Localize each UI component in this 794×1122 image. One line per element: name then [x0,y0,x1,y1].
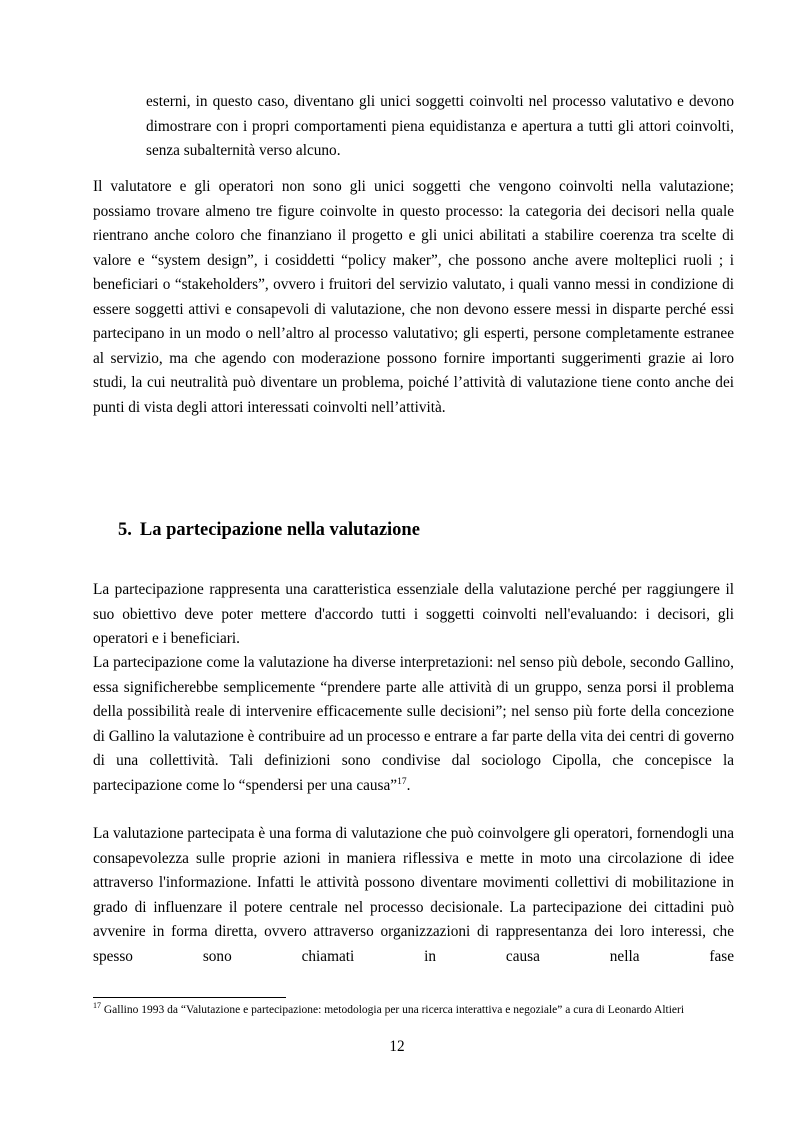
footnote [93,1003,693,1018]
continuation-paragraph: esterni, in questo caso, diventano gli unici soggetti coinvolti nel processo valutativo e devono dimostrare con i propri comportamenti piena equidistanza e apertura a tutti gli attori coinvolti, senza subalternità verso alcuno. [146,93,734,159]
footnote-text: Gallino 1993 da “Valutazione e partecipazione: metodologia per una ricerca interattiva e negoziale” a cura di Leonardo Altieri [103,1004,685,1016]
footnote-separator [93,997,286,998]
footnote-reference-suffix: . [406,776,411,794]
paragraph-participated-evaluation: La valutazione partecipata è una forma di valutazione che può coinvolgere gli operatori, fornendogli una consapevolezza sulle proprie azioni in maniera riflessiva e mette in moto una circolazione di idee attraverso l'informazione. Infatti le attività possono diventare movimenti collettivi di mobilitazione in grado di influenzare il potere centrale nel processo decisionale. La partecipazione dei cittadini può avvenire in forma diretta, ovvero attraverso organizzazioni di rappresentanza dei loro interessi, che spesso sono chiamati in causa nella fase [93,825,734,965]
section-title: La partecipazione nella valutazione [139,520,420,540]
section-heading [118,517,420,543]
paragraph-evaluation-actors: Il valutatore e gli operatori non sono gli unici soggetti che vengono coinvolti nella valutazione; possiamo trovare almeno tre figure coinvolte in questo processo: la categoria dei decisori nella quale rientrano anche coloro che finanziano il progetto e gli unici abilitati a stabilire coerenza tra scelte di valore e “system design”, i cosiddetti “policy maker”, che possono anche avere molteplici ruoli ; i beneficiari o “stakeholders”, ovvero i fruitori del servizio valutato, i quali vanno messi in condizione di essere soggetti attivi e consapevoli di valutazione, che non devono essere messi in disparte perché essi partecipano in un modo o nell’altro al processo valutativo; gli esperti, persone completamente estranee al servizio, ma che agendo con moderazione possono fornire importanti suggerimenti grazie ai loro studi, la cui neutralità può diventare un problema, poiché l’attività di valutazione tiene conto anche dei punti di vista degli attori interessati coinvolti nell’attività. [93,178,734,416]
gallino-text: La partecipazione come la valutazione ha diverse interpretazioni: nel senso più debole, secondo Gallino, essa significherebbe semplicemente “prendere parte alle attività di un gruppo, senza porsi il problema della possibilità reale di intervenire efficacemente sulle decisioni”; nel senso più forte della concezione di Gallino la valutazione è contribuire ad un processo e entrare a far parte della vita dei centri di governo di una collettività. Tali definizioni sono condivise dal sociologo Cipolla, che concepisce la partecipazione come lo “spendersi per una causa” [93,654,734,794]
paragraph-gallino-definitions [93,651,734,798]
section-number: 5. [118,520,132,540]
footnote-reference: 17 [397,776,407,787]
footnote-number: 17 [93,1001,101,1011]
page-number: 12 [389,1038,405,1055]
paragraph-participation-intro: La partecipazione rappresenta una caratteristica essenziale della valutazione perché per raggiungere il suo obiettivo deve poter mettere d'accordo tutti i soggetti coinvolti nell'evaluando: i decisori, gli operatori e i beneficiari. [93,581,734,647]
